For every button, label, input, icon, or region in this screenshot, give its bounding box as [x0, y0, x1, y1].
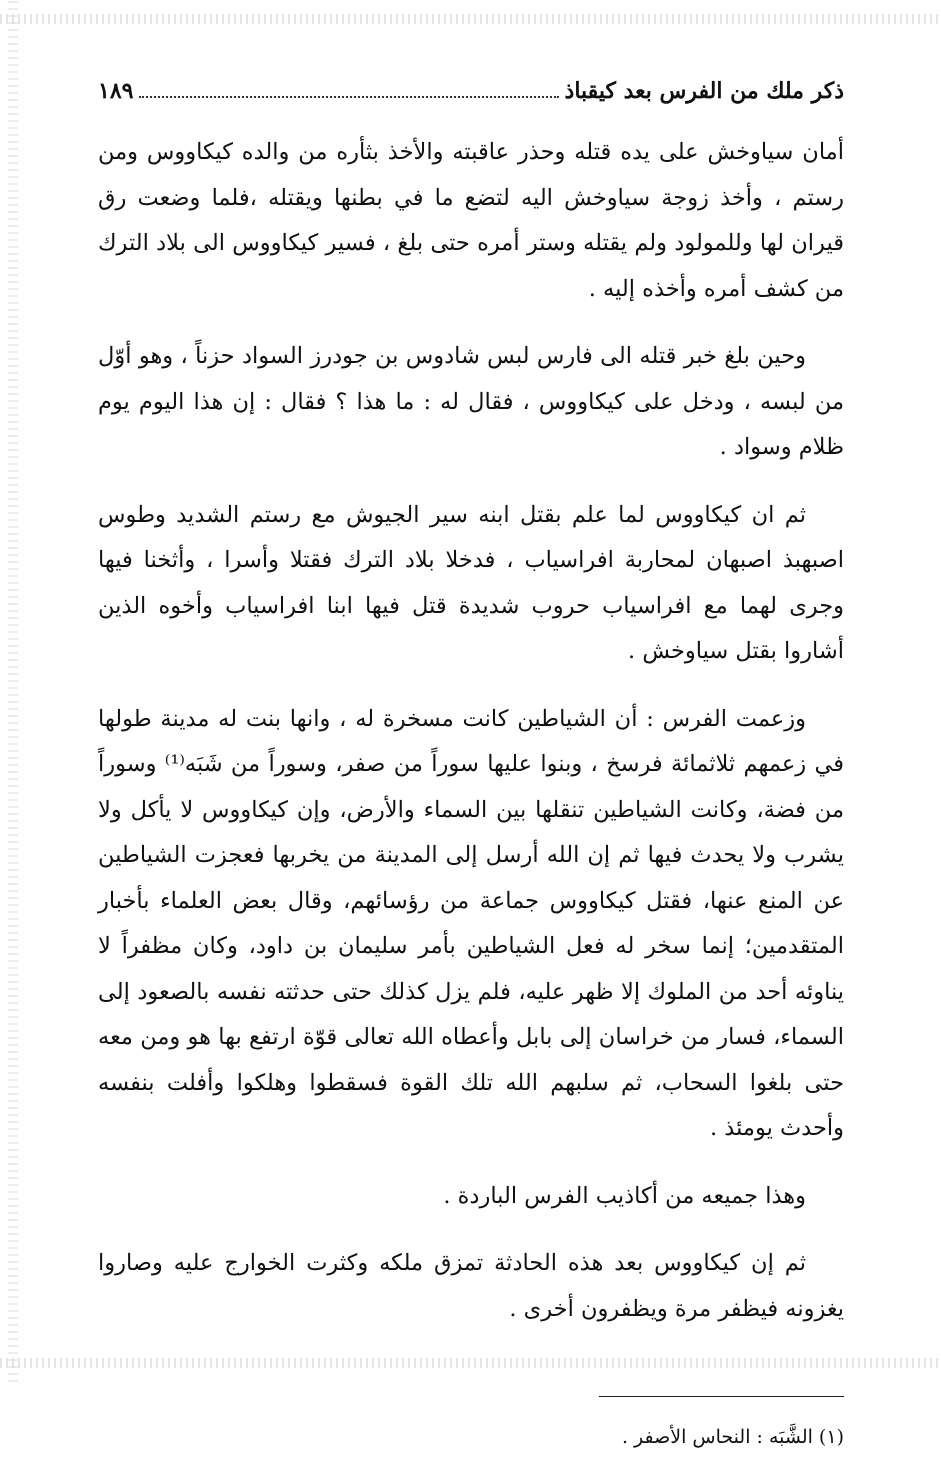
page-number: ١٨٩ [98, 78, 134, 104]
chapter-title: ذكر ملك من الفرس بعد كيقباذ [564, 78, 844, 104]
running-header [98, 78, 844, 118]
footnote: (١) الشَّبَه : النحاس الأصفر . [621, 1426, 844, 1448]
paragraph-1: أمان سياوخش على يده قتله وحذر عاقبته والأخذ بثأره من والده كيكاووس ومن رستم ، وأخذ زوجة سياوخش اليه لتضع ما في بطنها ويقتله ،فلما وضعت رق قيران لها وللمولود ولم يقتله وستر أمره حتى بلغ ، فسير كيكاووس الى بلاد الترك من كشف أمره وأخذه إليه . [98, 139, 844, 302]
paragraph-3: ثم ان كيكاووس لما علم بقتل ابنه سير الجيوش مع رستم الشديد وطوس اصبهبذ اصبهان لمحاربة افراسياب ، فدخلا بلاد الترك فقتلا وأسرا ، وأثخنا فيها وجرى لهما مع افراسياب حروب شديدة قتل فيها ابنا افراسياب وأخوه الذين أشاروا بقتل سياوخش . [98, 501, 844, 664]
paragraph-4: وزعمت الفرس : أن الشياطين كانت مسخرة له ، وانها بنت له مدينة طولها في زعمهم ثلاثمائة فرسخ ، وبنوا عليها سوراً من صفر، وسوراً من شَبَه⁽¹⁾ وسوراً من فضة، وكانت الشياطين تنقلها بين السماء والأرض، وإن كيكاووس لا يأكل ولا يشرب ولا يحدث فيها ثم إن الله أرسل إلى المدينة من يخربها فعجزت الشياطين عن المنع عنها، فقتل كيكاووس جماعة من رؤسائهم، وقال بعض العلماء بأخبار المتقدمين؛ إنما سخر له فعل الشياطين بأمر سليمان بن داود، وكان مظفراً لا يناوئه أحد من الملوك إلا ظهر عليه، فلم يزل كذلك حتى حدثته نفسه بالصعود إلى السماء، فسار من خراسان إلى بابل وأعطاه الله تعالى قوّة ارتفع بها هو ومن معه حتى بلغوا السحاب، ثم سلبهم الله تلك القوة فسقطوا وهلكوا وأفلت بنفسه وأحدث يومئذ . [98, 705, 844, 1141]
paragraph-6: ثم إن كيكاووس بعد هذه الحادثة تمزق ملكه وكثرت الخوارج عليه وصاروا يغزونه فيظفر مرة ويظفرون أخرى . [98, 1250, 844, 1322]
paragraph-2: وحين بلغ خبر قتله الى فارس لبس شادوس بن جودرز السواد حزناً ، وهو أوّل من لبسه ، ودخل على كيكاووس ، فقال له : ما هذا ؟ فقال : إن هذا اليوم يوم ظلام وسواد . [98, 343, 844, 460]
paragraph-5: وهذا جميعه من أكاذيب الفرس الباردة . [443, 1182, 806, 1209]
book-page [98, 78, 844, 1470]
decorative-border-top [0, 14, 941, 24]
decorative-border-left [8, 0, 18, 1382]
header-leader-dots [139, 82, 558, 98]
footnote-separator [599, 1396, 844, 1397]
